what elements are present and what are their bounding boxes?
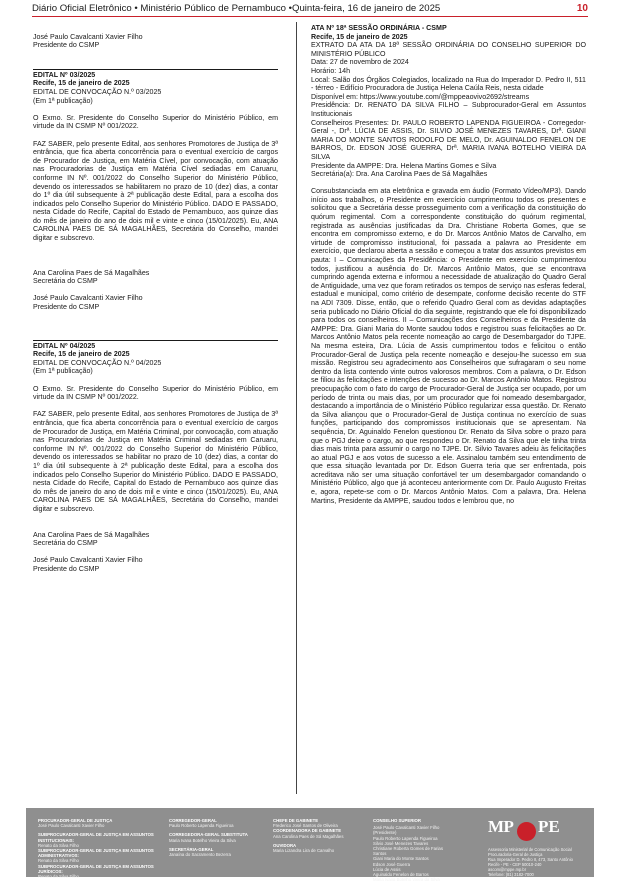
- header-divider: [32, 16, 588, 17]
- footer-text: Renato da Silva Filho: [38, 874, 79, 880]
- signature-name: José Paulo Cavalcanti Xavier Filho: [33, 294, 143, 303]
- signature-role: Presidente do CSMP: [33, 564, 100, 573]
- edital-convocacao: EDITAL DE CONVOCAÇÃO N.º 04/2025: [33, 358, 162, 367]
- signature-role: Presidente do CSMP: [33, 41, 100, 50]
- council-member: Paulo Roberto Lapenda Figueiroa: [373, 835, 438, 841]
- ata-date: Recife, 15 de janeiro de 2025: [311, 32, 408, 41]
- footer-column: [169, 818, 269, 857]
- footer-text: Renato da Silva Filho: [38, 858, 79, 864]
- section-rule: [33, 340, 278, 341]
- logo-pe: PE: [538, 817, 560, 836]
- ata-heading: ATA Nº 18ª SESSÃO ORDINÁRIA - CSMP: [311, 24, 447, 32]
- council-member: Santos: [373, 851, 387, 857]
- council-member: Aguinaldo Fenelon de Barros: [373, 872, 429, 878]
- ata-intro-line: Horário: 14h: [311, 66, 351, 75]
- signature-name: José Paulo Cavalcanti Xavier Filho: [33, 556, 143, 565]
- right-column: [311, 24, 586, 505]
- footer-text: Renato da Silva Filho: [38, 842, 79, 848]
- edital-paragraph: O Exmo. Sr. Presidente do Conselho Superior do Ministério Público, em virtude da IN CSMP Nº 001/2022.: [33, 113, 278, 131]
- signature-role: Secretária do CSMP: [33, 277, 98, 286]
- council-member: José Paulo Cavalcanti Xavier Filho: [373, 825, 440, 831]
- ata-intro-line: Local: Salão dos Órgãos Colegiados, localizado na Rua do Imperador D. Pedro II, 511 - térreo - Edifício Procuradora de Justiça Helena Caúla Reis, nesta cidade: [311, 75, 586, 93]
- council-member: Silvio José Menezes Tavares: [373, 840, 429, 846]
- ata-intro-line: Presidente da AMPPE: Dra. Helena Martins Gomes e Silva: [311, 161, 497, 170]
- edital-date: Recife, 15 de janeiro de 2025: [33, 79, 130, 88]
- page-number: 10: [576, 3, 588, 14]
- address-line: ascom@mppe.mp.br: [488, 867, 527, 873]
- footer-heading: PROCURADOR-GERAL DE JUSTIÇA: [38, 818, 113, 823]
- footer-heading: COORDENADORA DE GABINETE: [273, 828, 342, 834]
- footer-text: Ana Carolina Paes de Sá Magalhães: [273, 833, 344, 839]
- address-line: Assessoria Ministerial de Comunicação Social: [488, 847, 572, 852]
- page-header: [32, 3, 588, 17]
- council-member: Giani Maria do Monte Santos: [373, 856, 429, 862]
- footer-text: José Paulo Cavalcanti Xavier Filho: [38, 823, 105, 829]
- ata-body: Consubstanciada em ata eletrônica e gravada em áudio (Formato Vídeo/MP3). Dando início aos trabalhos, o Presidente em exercício cumprimentou todos os presentes e solicitou que a Secretária desse prosseguimento com a verificação da constituição do quórum regimental. Com a correspondente constituição do quórum regimental, registrada as ausências justificadas da Dra. Christiane Roberta Gomes, que se encontra em compromisso externo, e do Dr. Marcos Antônio Matos de Carvalho, em virtude de compromisso institucional, foi passada a palavra ao Presidente em exercício, que declarou aberta a sessão e começou a tratar dos assuntos previstos em pauta: I – Comunicações da Presidência: o Presidente em exercício cumprimentou todos, justificou a ausência do Dr. Marcos Antônio Matos, que se encontrava cumprindo agenda externa e informou a necessidade de atualização do Quadro Geral de Antiguidade, uma vez que foram retirados os tempos de serviço nas esferas federal, estadual e municipal, como critério de desempate, conforme decisão recente do STF na ADI 7309. Disse, então, que o referido Quadro Geral com as devidas adaptações seria publicado no Diário Oficial do dia seguinte, registrando que ele foi disponibilizado para todos os conselheiros. II – Comunicações dos Conselheiros e da Presidente da AMPPE: Dra. Giani Maria do Monte saudou todos e registrou suas felicitações ao Dr. Marcos Antônio Matos pela recente nomeação ao cargo de Desembargador do TJPE. Na mesma esteira, Dra. Lúcia de Assis cumprimentou todos e felicitou o então Procurador-Geral de Justiça pela recente nomeação e desejou-lhe sucesso em sua missão. Registrou seu agradecimento aos Conselheiros que sufragaram o seu nome dentro da lista contendo vinte outros valorosos membros. Com a palavra, o Dr. Edson se filiou às felicitações e intenções de sucesso ao Dr. Marcos Antônio Matos. Registrou preocupação com o fato do cargo de Procurador-Geral de Justiça ser ocupado, por um período de trinta ou mais dias, por um procurador que foi nomeado desembargador, destacando a importância de o Ministério Público regularizar essa questão. Dr. Renato da Silva aliançou que o Procurador-Geral de Justiça continua no exercício de suas funções, participando dos compromissos institucionais que se apresentam. Na sequência, Dr. Aguinaldo Fenelon questionou Dr. Renato da Silva sobre o prazo para que o PGJ deixe o cargo, ao que respondeu o Dr. Renato da Silva que ele tinha trinta dias mais trinta para assumir o cargo no TJPE. Dr. Silvio Tavares adeiu às felicitações ao atual PGJ e aos votos de sucesso a ele. Assinalou também seu entendimento de que essa situação levantada por Dr. Edson Guerra teria que ser enfrentada, pois acreditava não ser uma situação confortável ter um desembargador comandando o Ministério Público, algo que já aconteceu anteriormente com Dr. Paulo Augusto Freitas e, agora, repete-se com o Dr. Marcos Antônio Matos. Com a palavra, Dra. Helena Martins, Presidente da AMPPE, saudou todos e lembrou que, no: [311, 187, 586, 505]
- logo-mp: MP: [488, 817, 514, 836]
- footer-heading: OUVIDORA: [273, 842, 297, 848]
- ata-intro-line: Secretária(a): Dra. Ana Carolina Paes de Sá Magalhães: [311, 170, 488, 179]
- address-line: Rua Imperador D. Pedro II, 473, Santo Antônio: [488, 857, 573, 863]
- address-line: Procuradoria-Geral de Justiça: [488, 852, 543, 858]
- footer-heading: SUBPROCURADOR-GERAL DE JUSTIÇA EM ASSUNTOS INSTITUCIONAIS:: [38, 832, 154, 843]
- footer-address: [488, 847, 580, 878]
- footer-column: [373, 818, 473, 882]
- logo-emblem-icon: [517, 822, 536, 841]
- footer-heading: CORREGEDORA-GERAL SUBSTITUTA: [169, 832, 248, 838]
- footer-text: Janaína do Sacramento Bezerra: [169, 852, 231, 858]
- signature-name: Ana Carolina Paes de Sá Magalhães: [33, 530, 150, 539]
- address-line: Recife - PE - CEP 50010-240: [488, 862, 542, 868]
- ata-intro-line: EXTRATO DA ATA DA 18ª SESSÃO ORDINÁRIA DO CONSELHO SUPERIOR DO MINISTÉRIO PÚBLICO: [311, 41, 586, 58]
- footer-text: Maria Lizandra Lira de Carvalho: [273, 848, 335, 854]
- edital-paragraph: FAZ SABER, pelo presente Edital, aos senhores Promotores de Justiça de 3ª entrância, que fica aberta concorrência para o eventual exercício de cargos de Procurador de Justiça, em Matéria Criminal, por convocação, com atuação nas Procuradorias de Justiça em Matéria Criminal sediadas em Caruaru, conforme IN Nº. 001/2022 do Conselho Superior do Ministério Público, devendo os interessados se habilitar no prazo de 10 (dez) dias, a contar do 1º dia útil subsequente à 2ª publicação deste Edital, para a escolha dos indicados pelo Conselho Superior do Ministério Público. DADO E PASSADO, nesta Cidade do Recife, Capital do Estado de Pernambuco aos quinze dias do mês de janeiro do ano de dois mil e vinte e cinco (15/01/2025). Eu, ANA CAROLINA PAES DE SÁ MAGALHÃES, Secretária do Conselho, mandei digitar e subscrevo.: [33, 410, 278, 513]
- signature-role: Presidente do CSMP: [33, 303, 100, 312]
- edital-date: Recife, 15 de janeiro de 2025: [33, 350, 130, 359]
- footer-heading: CONSELHO SUPERIOR: [373, 818, 421, 823]
- edital-heading: EDITAL Nº 04/2025: [33, 341, 96, 350]
- edital-publicacao: (Em 1ª publicação): [33, 96, 93, 105]
- edital-heading: EDITAL Nº 03/2025: [33, 70, 96, 79]
- ata-intro-line: Presidência: Dr. RENATO DA SILVA FILHO – Subprocurador-Geral em Assuntos Institucionais: [311, 101, 586, 118]
- footer-heading: SECRETÁRIA-GERAL: [169, 846, 214, 852]
- edital-paragraph: FAZ SABER, pelo presente Edital, aos senhores Promotores de Justiça de 3ª entrância, que fica aberta concorrência para o eventual exercício de cargos de Procurador de Justiça, em Matéria Cível, por convocação, com atuação nas Procuradorias de Justiça em Matéria Cível sediadas em Caruaru, conforme IN Nº. 001/2022 do Conselho Superior do Ministério Público, devendo os interessados se habilitarem no prazo de 10 (dez) dias, a contar do 1º dia útil subsequente à 2ª publicação deste Edital, para a escolha dos indicados pelo Conselho Superior do Ministério Público. DADO E PASSADO, nesta Cidade do Recife, Capital do Estado de Pernambuco, aos quinze dias do mês de janeiro do ano de dois mil e vinte e cinco (15/01/2025). Eu, ANA CAROLINA PAES DE SÁ MAGALHÃES, Secretária do Conselho, mandei digitar e subscrevo.: [33, 139, 278, 243]
- council-member: (Presidente): [373, 830, 397, 836]
- council-member: Maria Ivana Botelho Vieira da Silva: [373, 877, 440, 882]
- address-line: Telefone: (81) 3182-7000: [488, 872, 534, 878]
- footer-heading: SUBPROCURADOR-GERAL DE JUSTIÇA EM ASSUNTOS JURÍDICOS:: [38, 863, 154, 874]
- edital-publicacao: (Em 1ª publicação): [33, 367, 93, 376]
- section-rule: [33, 69, 278, 70]
- footer-heading: CORREGEDOR-GERAL: [169, 818, 217, 823]
- ata-intro-line: Conselheiros Presentes: Dr. PAULO ROBERTO LAPENDA FIGUEIROA - Corregedor-Geral -, Drª. LÚCIA DE ASSIS, Dr. SILVIO JOSÉ MENEZES TAVARES, Drª. GIANI MARIA DO MONTE SANTOS RODOLFO DE MELO, Dr. AGUINALDO FENELON DE BARROS, Dr. EDSON JOSÉ GUERRA, Drª. MARIA IVANA BOTELHO VIEIRA DA SILVA: [311, 118, 586, 161]
- mppe-logo: [488, 817, 578, 878]
- left-column: [33, 24, 278, 573]
- footer-heading: CHEFE DE GABINETE: [273, 818, 319, 823]
- council-member: Edson José Guerra: [373, 861, 411, 867]
- page-footer: [26, 808, 594, 882]
- column-divider: [296, 22, 297, 794]
- council-member: Lúcia de Assis: [373, 866, 401, 872]
- footer-text: Frederico José Santos de Oliveira: [273, 823, 338, 829]
- signature-name: José Paulo Cavalcanti Xavier Filho: [33, 32, 143, 41]
- footer-column: [38, 818, 178, 879]
- footer-text: Paulo Roberto Lapenda Figueiroa: [169, 823, 234, 829]
- journal-title: Diário Oficial Eletrônico • Ministério Público de Pernambuco •Quinta-feira, 16 de janeiro de 2025: [32, 3, 441, 14]
- ata-intro-line: Data: 27 de novembro de 2024: [311, 58, 409, 67]
- ata-intro-line: Disponível em: https://www.youtube.com/@mppeaovivo2692/streams: [311, 92, 530, 101]
- edital-paragraph: O Exmo. Sr. Presidente do Conselho Superior do Ministério Público, em virtude da IN CSMP Nº 001/2022.: [33, 384, 278, 402]
- edital-convocacao: EDITAL DE CONVOCAÇÃO N.º 03/2025: [33, 87, 162, 96]
- signature-role: Secretária do CSMP: [33, 539, 98, 548]
- council-member: Christiane Roberta Gomes de Farias: [373, 846, 443, 852]
- footer-column: [273, 818, 373, 853]
- footer-heading: SUBPROCURADOR-GERAL DE JUSTIÇA EM ASSUNTOS ADMINISTRATIVOS:: [38, 848, 154, 859]
- footer-text: Maria Ivana Botelho Vieira da Silva: [169, 837, 236, 843]
- signature-name: Ana Carolina Paes de Sá Magalhães: [33, 268, 150, 277]
